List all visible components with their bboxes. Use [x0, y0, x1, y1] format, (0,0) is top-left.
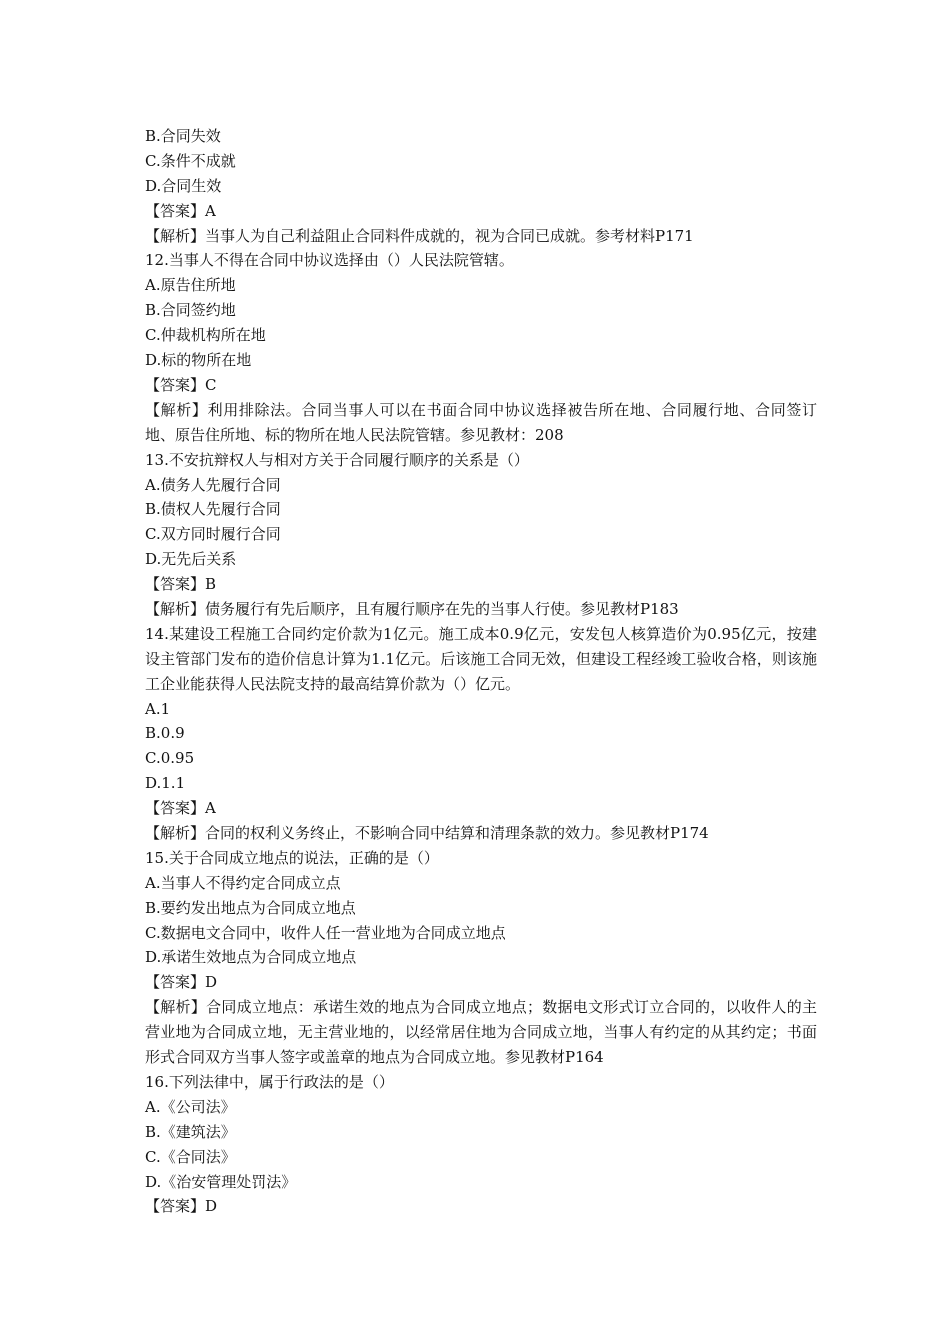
option-line: D.合同生效	[145, 176, 222, 195]
answer-line: 【答案】B	[145, 575, 217, 594]
question-line: 13.不安抗辩权人与相对方关于合同履行顺序的关系是（）	[145, 450, 529, 469]
explanation-line: 【解析】债务履行有先后顺序，且有履行顺序在先的当事人行使。参见教材P183	[145, 599, 679, 618]
option-line: C.双方同时履行合同	[145, 525, 281, 544]
option-line: A.1	[145, 699, 171, 718]
option-line: A.债务人先履行合同	[145, 475, 281, 494]
question-paragraph: 14.某建设工程施工合同约定价款为1亿元。施工成本0.9亿元，安发包人核算造价为0.95亿元，按建设主管部门发布的造价信息计算为1.1亿元。后该施工合同无效，但建设工程经竣工验收合格，则该施工企业能获得人民法院支持的最高结算价款为（）亿元。	[145, 624, 817, 693]
option-line: D.《治安管理处罚法》	[145, 1172, 297, 1191]
explanation-line: 【解析】合同的权利义务终止，不影响合同中结算和清理条款的效力。参见教材P174	[145, 824, 709, 843]
answer-line: 【答案】D	[145, 973, 218, 992]
option-line: B.债权人先履行合同	[145, 500, 281, 519]
option-line: C.数据电文合同中，收件人任一营业地为合同成立地点	[145, 923, 506, 942]
explanation-line: 【解析】当事人为自己利益阻止合同料件成就的，视为合同已成就。参考材料P171	[145, 226, 694, 245]
question-line: 15.关于合同成立地点的说法，正确的是（）	[145, 848, 439, 867]
answer-line: 【答案】A	[145, 201, 216, 220]
answer-line: 【答案】D	[145, 1197, 218, 1216]
option-line: B.0.9	[145, 724, 185, 743]
option-line: A.原告住所地	[145, 276, 236, 295]
document-body	[145, 124, 817, 1219]
answer-line: 【答案】A	[145, 799, 216, 818]
option-line: C.仲裁机构所在地	[145, 326, 266, 345]
option-line: B.《建筑法》	[145, 1122, 236, 1141]
option-line: D.无先后关系	[145, 550, 237, 569]
option-line: C.条件不成就	[145, 151, 236, 170]
option-line: A.当事人不得约定合同成立点	[145, 873, 341, 892]
question-line: 12.当事人不得在合同中协议选择由（）人民法院管辖。	[145, 251, 514, 270]
option-line: D.承诺生效地点为合同成立地点	[145, 948, 357, 967]
option-line: D.1.1	[145, 774, 186, 793]
option-line: C.0.95	[145, 749, 195, 768]
option-line: B.要约发出地点为合同成立地点	[145, 898, 356, 917]
option-line: D.标的物所在地	[145, 351, 252, 370]
answer-line: 【答案】C	[145, 375, 217, 394]
option-line: C.《合同法》	[145, 1147, 236, 1166]
option-line: A.《公司法》	[145, 1097, 236, 1116]
option-line: B.合同签约地	[145, 301, 236, 320]
explanation-paragraph: 【解析】合同成立地点：承诺生效的地点为合同成立地点；数据电文形式订立合同的，以收件人的主营业地为合同成立地，无主营业地的，以经常居住地为合同成立地，当事人有约定的从其约定；书面形式合同双方当事人签字或盖章的地点为合同成立地。参见教材P164	[145, 998, 817, 1067]
question-line: 16.下列法律中，属于行政法的是（）	[145, 1072, 394, 1091]
option-line: B.合同失效	[145, 127, 221, 145]
explanation-paragraph: 【解析】利用排除法。合同当事人可以在书面合同中协议选择被告所在地、合同履行地、合同签订地、原告住所地、标的物所在地人民法院管辖。参见教材：208	[145, 400, 817, 444]
